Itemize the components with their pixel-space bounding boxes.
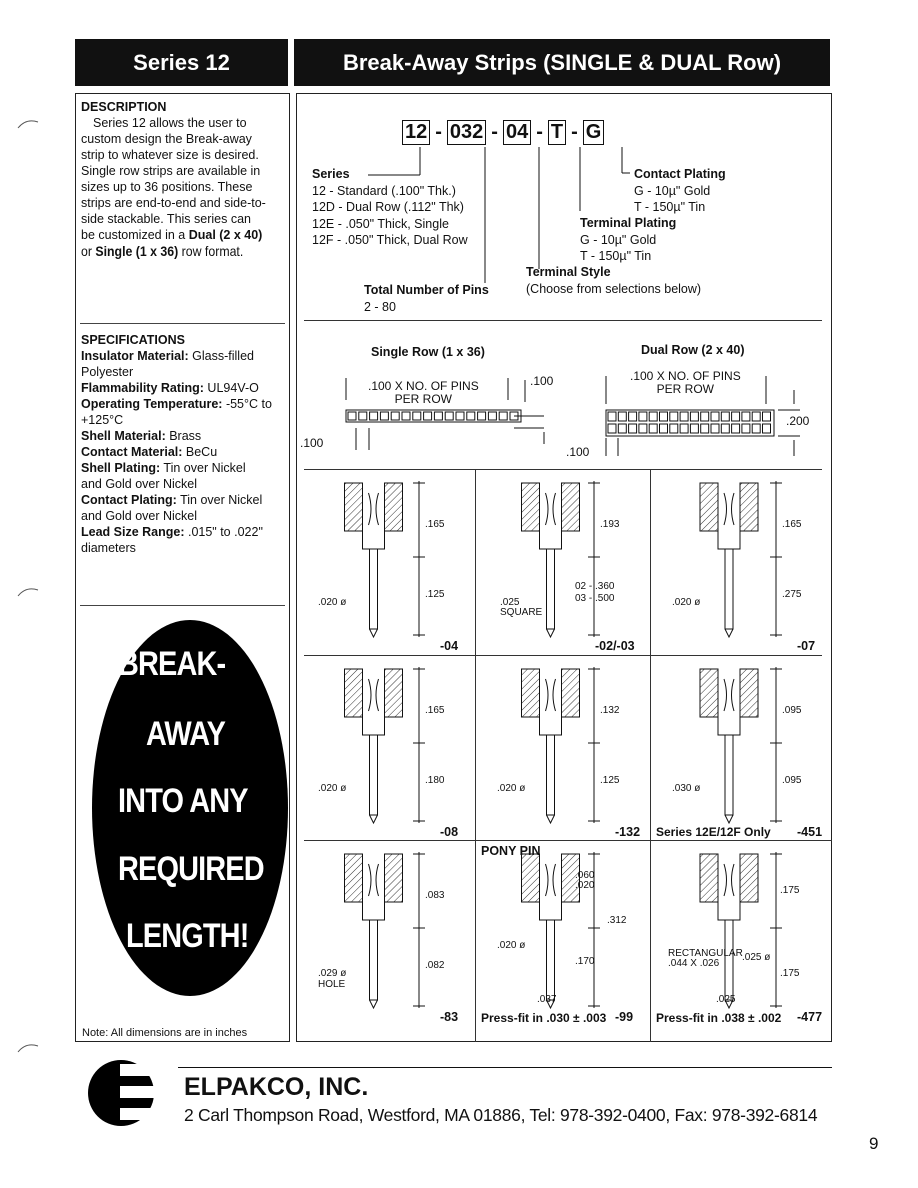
description-line: be customized in a Dual (2 x 40) <box>81 228 263 242</box>
insulator-hatch <box>740 854 758 902</box>
spec-value: UL94V-O <box>203 381 259 395</box>
terminal-pin <box>725 920 733 1000</box>
dimension-label: .125 <box>425 589 445 600</box>
dimension-label: .095 <box>782 775 802 786</box>
dimension-note: Note: All dimensions are in inches <box>82 1027 248 1039</box>
spec-item <box>81 524 291 540</box>
dimension-label: SQUARE <box>500 607 543 618</box>
dual-row-title: Dual Row (2 x 40) <box>641 343 745 357</box>
terminal-pin <box>370 920 378 1000</box>
total-pins-range: 2 - 80 <box>364 300 396 314</box>
footer-rule <box>178 1067 832 1068</box>
contact-outline <box>369 864 379 896</box>
strip-pin-cell <box>348 412 356 420</box>
company-name: ELPAKCO, INC. <box>184 1073 369 1101</box>
strip-pin-cell <box>629 424 637 433</box>
strip-pin-cell <box>660 424 668 433</box>
spec-value: Polyester <box>81 365 134 379</box>
single-row-title: Single Row (1 x 36) <box>371 345 485 359</box>
strip-pin-cell <box>413 412 421 420</box>
elpakco-logo <box>86 1058 156 1128</box>
insulator-hatch <box>740 483 758 531</box>
insulator-hatch <box>522 669 540 717</box>
strip-pin-cell <box>380 412 388 420</box>
spec-value: and Gold over Nickel <box>81 509 198 523</box>
pin-tip <box>547 815 555 823</box>
series-title: Series 12 <box>133 49 230 75</box>
contact-outline <box>546 679 556 711</box>
dual-dim-top-line1: .100 X NO. OF PINS <box>630 369 741 383</box>
spec-label: Contact Plating: <box>81 493 177 507</box>
dimension-label: .025 <box>716 994 736 1005</box>
strip-pin-cell <box>742 424 750 433</box>
description-heading: DESCRIPTION <box>81 100 167 114</box>
spec-item <box>81 460 291 476</box>
description-section <box>81 99 287 259</box>
dimension-label: .044 X .026 <box>668 958 720 969</box>
dimension-label: .082 <box>425 960 445 971</box>
contact-outline <box>546 864 556 896</box>
promo-line: BREAK- <box>118 645 226 683</box>
style-code: -83 <box>440 1010 459 1024</box>
promo-line: LENGTH! <box>126 917 249 955</box>
strip-pin-cell <box>359 412 367 420</box>
shell-outline <box>363 854 385 920</box>
strip-pin-cell <box>721 412 729 421</box>
main-title: Break-Away Strips (SINGLE & DUAL Row) <box>342 49 782 75</box>
strip-pin-cell <box>742 412 750 421</box>
contact-outline <box>546 493 556 525</box>
strip-pin-cell <box>608 412 616 421</box>
series-title-bar <box>75 39 288 86</box>
pin-tip <box>370 1000 378 1008</box>
dimension-label: RECTANGULAR <box>668 948 743 959</box>
left-divider-1 <box>80 323 285 324</box>
shell-outline <box>363 669 385 735</box>
terminal-style-label: Terminal Style <box>526 265 611 279</box>
style-code: -02/-03 <box>595 639 635 653</box>
strip-pin-cell <box>732 412 740 421</box>
spec-item <box>81 428 291 444</box>
strip-pin-cell <box>499 412 507 420</box>
strip-pin-cell <box>467 412 475 420</box>
insulator-hatch <box>522 854 540 902</box>
dimension-label: .165 <box>782 519 802 530</box>
strip-pin-cell <box>608 424 616 433</box>
dimension-label: .125 <box>600 775 620 786</box>
strip-pin-cell <box>456 412 464 420</box>
scan-marks <box>0 0 60 1188</box>
spec-item <box>81 492 291 508</box>
dimension-label: .025 <box>500 597 520 608</box>
single-dim-top-line2: PER ROW <box>394 392 453 406</box>
main-title-bar <box>294 39 830 86</box>
spec-value: -55°C to <box>222 397 272 411</box>
strip-pin-cell <box>445 412 453 420</box>
spec-item <box>81 364 291 380</box>
strip-pin-cell <box>670 424 678 433</box>
dimension-label: .193 <box>600 519 620 530</box>
strip-pin-cell <box>370 412 378 420</box>
contact-plating-option: G - 10µ" Gold <box>634 183 711 198</box>
spec-value: and Gold over Nickel <box>81 477 198 491</box>
dimension-label: HOLE <box>318 979 346 990</box>
promo-line: AWAY <box>146 715 226 753</box>
strip-pin-cell <box>701 412 709 421</box>
strip-pin-cell <box>434 412 442 420</box>
spec-label: Insulator Material: <box>81 349 189 363</box>
part-box-pins: 032 <box>447 120 486 145</box>
contact-plating-option: T - 150µ" Tin <box>634 200 706 214</box>
spec-label: Operating Temperature: <box>81 397 223 411</box>
dimension-label: .020 ø <box>318 597 347 608</box>
spec-label: Shell Plating: <box>81 461 161 475</box>
spec-value: Tin over Nickel <box>176 493 263 507</box>
strip-pin-cell <box>752 424 760 433</box>
part-sep: - <box>571 121 578 143</box>
dimension-label: .020 ø <box>318 783 347 794</box>
contact-outline <box>369 493 379 525</box>
terminal-style <box>526 264 701 298</box>
total-pins <box>364 282 489 316</box>
strip-pin-cell <box>711 412 719 421</box>
part-box-terminal-plating: T <box>548 120 566 145</box>
dimension-label: .083 <box>425 890 445 901</box>
divider <box>304 320 822 321</box>
dimension-label: .165 <box>425 519 445 530</box>
dimension-label: .020 <box>575 880 595 891</box>
page-number: 9 <box>869 1134 879 1153</box>
series-option: 12D - Dual Row (.112" Thk) <box>312 200 464 214</box>
contact-outline <box>724 864 734 896</box>
style-code: -08 <box>440 825 459 839</box>
strip-pin-cell <box>752 412 760 421</box>
terminal-pin <box>547 549 555 629</box>
shell-outline <box>540 483 562 549</box>
dimension-label: .165 <box>425 705 445 716</box>
spec-value: .015" to .022" <box>184 525 263 539</box>
pin-tip <box>547 629 555 637</box>
terminal-pin <box>370 735 378 815</box>
shell-outline <box>718 669 740 735</box>
series-options <box>312 166 468 249</box>
strip-pin-cell <box>732 424 740 433</box>
strip-pin-cell <box>649 424 657 433</box>
strip-pin-cell <box>618 412 626 421</box>
strip-pin-cell <box>488 412 496 420</box>
contact-outline <box>369 679 379 711</box>
part-box-series: 12 <box>402 120 430 145</box>
insulator-hatch <box>700 854 718 902</box>
dimension-label: .037 <box>537 994 557 1005</box>
strip-pin-cell <box>618 424 626 433</box>
strip-pin-cell <box>680 412 688 421</box>
dimension-label: .312 <box>607 915 627 926</box>
dimension-label: .170 <box>575 956 595 967</box>
total-pins-label: Total Number of Pins <box>364 283 489 297</box>
part-sep: - <box>435 121 442 143</box>
description-line: sizes up to 36 positions. These <box>81 180 253 194</box>
contact-outline <box>724 493 734 525</box>
dual-dim-top <box>630 370 741 396</box>
company-address: 2 Carl Thompson Road, Westford, MA 01886, Tel: 978-392-0400, Fax: 978-392-6814 <box>184 1105 818 1125</box>
terminal-plating-label: Terminal Plating <box>580 216 677 230</box>
description-line: Single row strips are available in <box>81 164 261 178</box>
terminal-pin <box>547 920 555 1000</box>
description-line: Series 12 allows the user to <box>93 116 247 130</box>
spec-label: Shell Material: <box>81 429 166 443</box>
strip-pin-cell <box>670 412 678 421</box>
insulator-hatch <box>562 669 580 717</box>
strip-pin-cell <box>478 412 486 420</box>
terminal-pin <box>547 735 555 815</box>
style-prefix: Series 12E/12F Only <box>656 825 771 839</box>
dimension-label: .175 <box>780 968 800 979</box>
strip-pin-cell <box>763 424 771 433</box>
insulator-hatch <box>562 483 580 531</box>
insulator-hatch <box>385 854 403 902</box>
shell-outline <box>718 854 740 920</box>
insulator-hatch <box>740 669 758 717</box>
style-code: -477 <box>797 1010 823 1024</box>
style-title: PONY PIN <box>481 844 541 858</box>
single-dim-top <box>368 380 479 406</box>
terminal-plating-option: T - 150µ" Tin <box>580 249 652 263</box>
part-box-style: 04 <box>503 120 531 145</box>
dimension-label: .275 <box>782 589 802 600</box>
strip-pin-cell <box>701 424 709 433</box>
style-code: -07 <box>797 639 816 653</box>
spec-label: Contact Material: <box>81 445 183 459</box>
insulator-hatch <box>345 483 363 531</box>
shell-outline <box>540 669 562 735</box>
description-line: side stackable. This series can <box>81 212 251 226</box>
spec-item <box>81 348 291 364</box>
dimension-label: .025 ø <box>742 952 771 963</box>
dimension-label: .020 ø <box>497 940 526 951</box>
shell-outline <box>540 854 562 920</box>
strip-pin-cell <box>629 412 637 421</box>
spec-value: +125°C <box>81 413 124 427</box>
dimension-label: 03 - .500 <box>575 593 615 604</box>
dual-dim-right: .200 <box>786 414 810 428</box>
dual-dim-top-line2: PER ROW <box>656 382 715 396</box>
dimension-label: .029 ø <box>318 968 347 979</box>
dimension-label: .020 ø <box>497 783 526 794</box>
pin-tip <box>370 629 378 637</box>
spec-value: Tin over Nickel <box>160 461 246 475</box>
style-prefix: Press-fit in .030 ± .003 <box>481 1011 607 1025</box>
strip-pin-cell <box>639 424 647 433</box>
style-prefix: Press-fit in .038 ± .002 <box>656 1011 782 1025</box>
spec-label: Lead Size Range: <box>81 525 185 539</box>
strip-pin-cell <box>763 412 771 421</box>
spec-value: Brass <box>165 429 202 443</box>
specifications-section <box>81 332 291 556</box>
description-line: strip to whatever size is desired. <box>81 148 259 162</box>
specifications-heading: SPECIFICATIONS <box>81 333 185 347</box>
shell-outline <box>363 483 385 549</box>
strip-pin-cell <box>680 424 688 433</box>
style-code: -99 <box>615 1010 634 1024</box>
strip-pin-cell <box>711 424 719 433</box>
strip-pin-cell <box>660 412 668 421</box>
strip-pin-cell <box>639 412 647 421</box>
series-option: 12E - .050" Thick, Single <box>312 216 449 231</box>
spec-value: Glass-filled <box>188 349 254 363</box>
single-dim-left: .100 <box>300 436 324 450</box>
insulator-hatch <box>700 669 718 717</box>
series-label: Series <box>312 167 350 181</box>
spec-value: diameters <box>81 541 136 555</box>
insulator-hatch <box>385 669 403 717</box>
insulator-hatch <box>522 483 540 531</box>
terminal-pin <box>725 735 733 815</box>
left-divider-2 <box>80 605 285 606</box>
series-option: 12F - .050" Thick, Dual Row <box>312 233 468 247</box>
terminal-pin <box>370 549 378 629</box>
style-code: -132 <box>615 825 641 839</box>
spec-item <box>81 380 291 396</box>
spec-value: BeCu <box>182 445 218 459</box>
dimension-label: .132 <box>600 705 620 716</box>
insulator-hatch <box>700 483 718 531</box>
strip-pin-cell <box>690 412 698 421</box>
terminal-plating <box>580 215 676 265</box>
row-strips-drawing <box>296 360 832 470</box>
terminal-pin <box>725 549 733 629</box>
single-dim-top-line1: .100 X NO. OF PINS <box>368 379 479 393</box>
spec-item <box>81 444 291 460</box>
part-sep: - <box>491 121 498 143</box>
strip-pin-cell <box>391 412 399 420</box>
spec-item <box>81 476 291 492</box>
description-line: strips are end-to-end and side-to- <box>81 196 266 210</box>
series-option: 12 - Standard (.100" Thk.) <box>312 183 456 198</box>
shell-outline <box>718 483 740 549</box>
spec-label: Flammability Rating: <box>81 381 204 395</box>
spec-item <box>81 508 291 524</box>
contact-outline <box>724 679 734 711</box>
single-dim-right: .100 <box>530 374 554 388</box>
spec-item <box>81 540 291 556</box>
style-code: -451 <box>797 825 823 839</box>
spec-item <box>81 412 291 428</box>
part-sep: - <box>536 121 543 143</box>
dimension-label: .020 ø <box>672 597 701 608</box>
dimension-label: .030 ø <box>672 783 701 794</box>
contact-plating <box>634 166 726 216</box>
strip-pin-cell <box>402 412 410 420</box>
pin-tip <box>370 815 378 823</box>
insulator-hatch <box>345 669 363 717</box>
strip-pin-cell <box>424 412 432 420</box>
insulator-hatch <box>385 483 403 531</box>
terminal-style-note: (Choose from selections below) <box>526 282 702 296</box>
spec-item <box>81 396 291 412</box>
style-code: -04 <box>440 639 459 653</box>
contact-plating-label: Contact Plating <box>634 167 726 181</box>
dimension-label: 02 - .360 <box>575 581 615 592</box>
part-box-contact-plating: G <box>583 120 605 145</box>
dimension-label: .095 <box>782 705 802 716</box>
dimension-label: .060 <box>575 870 595 881</box>
terminal-plating-option: G - 10µ" Gold <box>580 232 657 247</box>
dimension-label: .175 <box>780 885 800 896</box>
strip-pin-cell <box>721 424 729 433</box>
description-line: or Single (1 x 36) row format. <box>81 243 244 259</box>
insulator-hatch <box>345 854 363 902</box>
description-line: custom design the Break-away <box>81 132 252 146</box>
pin-tip <box>725 815 733 823</box>
promo-line: REQUIRED <box>118 850 264 888</box>
strip-pin-cell <box>690 424 698 433</box>
promo-line: INTO ANY <box>118 782 248 820</box>
strip-pin-cell <box>649 412 657 421</box>
dimension-label: .180 <box>425 775 445 786</box>
dual-dim-left: .100 <box>566 445 590 459</box>
pin-tip <box>725 629 733 637</box>
